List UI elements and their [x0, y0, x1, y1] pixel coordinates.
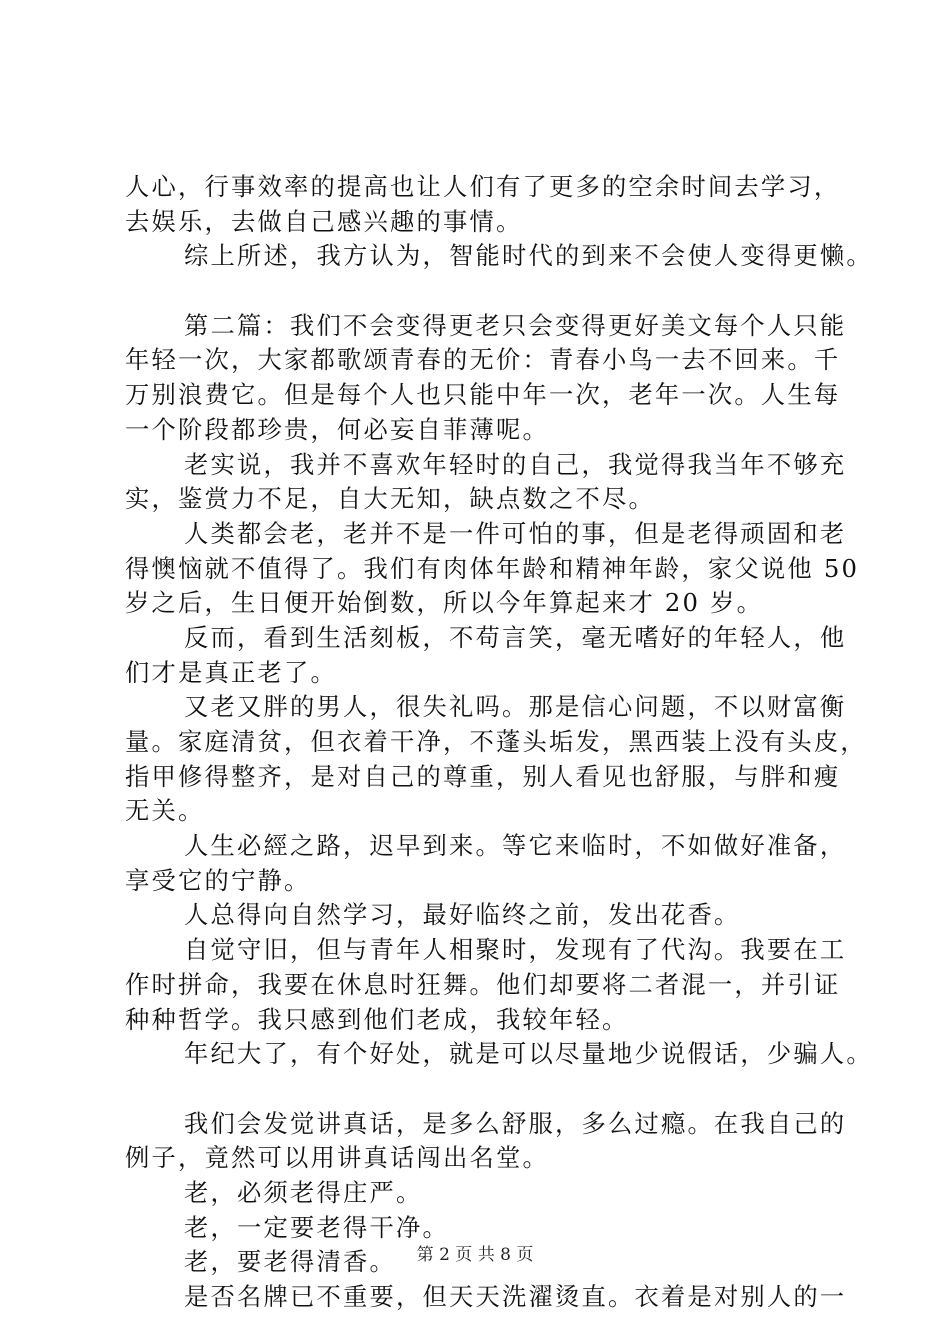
text-line: 享受它的宁静。 [125, 865, 311, 895]
text-line: 量。家庭清贫，但衣着干净，不蓬头垢发，黑西装上没有头皮， [125, 727, 867, 756]
text-line: 年轻一次，大家都歌颂青春的无价：青春小鸟一去不回来。千 [125, 345, 841, 375]
text-line: 得懊恼就不值得了。我们有肉体年龄和精神年龄，家父说他 50 [125, 553, 860, 583]
text-line: 人总得向自然学习，最好临终之前，发出花香。 [184, 900, 741, 930]
text-line: 老，必须老得庄严。 [184, 1177, 423, 1207]
text-line: 实，鉴赏力不足，自大无知，缺点数之不尽。 [125, 484, 655, 514]
text-line: 作时拼命，我要在休息时狂舞。他们却要将二者混一，并引证 [125, 969, 841, 999]
text-line: 例子，竟然可以用讲真话闯出名堂。 [125, 1143, 549, 1173]
text-line: 们才是真正老了。 [125, 657, 337, 687]
text-line: 无关。 [125, 796, 205, 826]
text-line: 老，一定要老得干净。 [184, 1212, 449, 1242]
text-line: 反而，看到生活刻板，不苟言笑，毫无嗜好的年轻人，他 [184, 622, 847, 652]
blank-line [125, 1072, 855, 1107]
text-line: 人生必經之路，迟早到来。等它来临时，不如做好准备， [184, 831, 847, 861]
text-line: 人类都会老，老并不是一件可怕的事，但是老得顽固和老 [184, 518, 847, 548]
text-line: 又老又胖的男人，很失礼吗。那是信心问题，不以财富衡 [184, 692, 847, 722]
text-line: 老，要老得清香。 [184, 1247, 396, 1277]
document-body [125, 170, 873, 1315]
text-line: 岁之后，生日便开始倒数，所以今年算起来才 20 岁。 [125, 588, 764, 618]
text-line: 去娱乐，去做自己感兴趣的事情。 [125, 206, 523, 236]
text-line: 一个阶段都珍贵，何必妄自菲薄呢。 [125, 414, 549, 444]
text-line: 我们会发觉讲真话，是多么舒服，多么过瘾。在我自己的 [184, 1108, 847, 1138]
text-line: 人心，行事效率的提高也让人们有了更多的空余时间去学习， [125, 172, 841, 201]
blank-line [125, 274, 855, 309]
text-line: 年纪大了，有个好处，就是可以尽量地少说假话，少骗人。 [184, 1039, 873, 1069]
text-line: 指甲修得整齐，是对自己的尊重，别人看见也舒服，与胖和瘦 [125, 761, 841, 791]
text-line: 是否名牌已不重要，但天天洗濯烫直。衣着是对别人的一 [184, 1282, 847, 1311]
text-line: 种种哲学。我只感到他们老成，我较年轻。 [125, 1004, 629, 1034]
text-line: 第二篇：我们不会变得更老只会变得更好美文每个人只能 [184, 310, 847, 340]
text-line: 万别浪费它。但是每个人也只能中年一次，老年一次。人生每 [125, 380, 841, 410]
text-line: 综上所述，我方认为，智能时代的到来不会使人变得更懒。 [184, 241, 873, 271]
text-line: 自觉守旧，但与青年人相聚时，发现有了代沟。我要在工 [184, 935, 847, 965]
page-footer: 第 2 页 共 8 页 [416, 1245, 534, 1265]
text-line: 老实说，我并不喜欢年轻时的自己，我觉得我当年不够充 [184, 449, 847, 479]
